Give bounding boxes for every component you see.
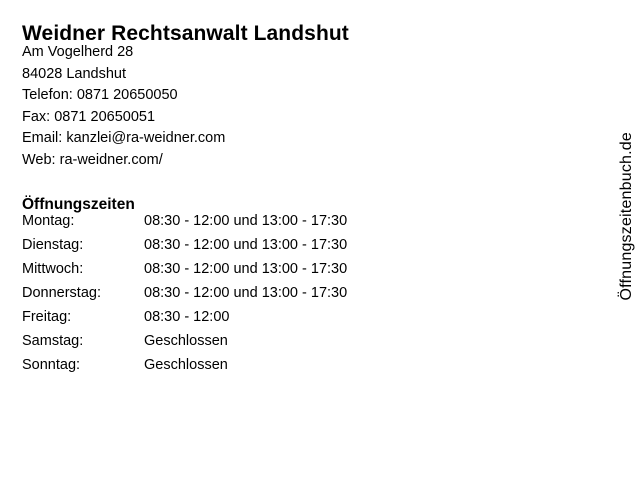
day-label: Montag: bbox=[22, 213, 75, 229]
address-line-city: 84028 Landshut bbox=[22, 65, 127, 82]
day-hours: Geschlossen bbox=[144, 333, 228, 349]
address-line-fax: Fax: 0871 20650051 bbox=[22, 108, 156, 125]
day-hours: 08:30 - 12:00 und 13:00 - 17:30 bbox=[144, 237, 348, 253]
watermark-brand: Öffnungszeitenbuch.de bbox=[618, 132, 635, 301]
day-label: Donnerstag: bbox=[22, 285, 101, 301]
table-row bbox=[22, 213, 464, 237]
day-hours: 08:30 - 12:00 und 13:00 - 17:30 bbox=[144, 213, 348, 229]
opening-hours-table bbox=[22, 213, 464, 381]
table-row bbox=[22, 285, 464, 309]
day-hours: 08:30 - 12:00 und 13:00 - 17:30 bbox=[144, 261, 348, 277]
day-label: Freitag: bbox=[22, 309, 72, 325]
table-row bbox=[22, 309, 464, 333]
day-label: Samstag: bbox=[22, 333, 84, 349]
day-label: Mittwoch: bbox=[22, 261, 84, 277]
page-title: Weidner Rechtsanwalt Landshut bbox=[22, 22, 349, 46]
table-row bbox=[22, 237, 464, 261]
day-hours: Geschlossen bbox=[144, 357, 228, 373]
address-block bbox=[22, 42, 225, 171]
day-label: Dienstag: bbox=[22, 237, 84, 253]
address-line-email: Email: kanzlei@ra-weidner.com bbox=[22, 130, 226, 146]
table-row bbox=[22, 357, 464, 381]
table-row bbox=[22, 333, 464, 357]
opening-hours-heading: Öffnungszeiten bbox=[22, 195, 135, 213]
address-line-phone: Telefon: 0871 20650050 bbox=[22, 87, 178, 103]
address-line-street: Am Vogelherd 28 bbox=[22, 44, 134, 60]
table-row bbox=[22, 261, 464, 285]
address-line-web: Web: ra-weidner.com/ bbox=[22, 151, 163, 168]
day-hours: 08:30 - 12:00 und 13:00 - 17:30 bbox=[144, 285, 348, 301]
day-label: Sonntag: bbox=[22, 357, 81, 373]
day-hours: 08:30 - 12:00 bbox=[144, 309, 230, 325]
